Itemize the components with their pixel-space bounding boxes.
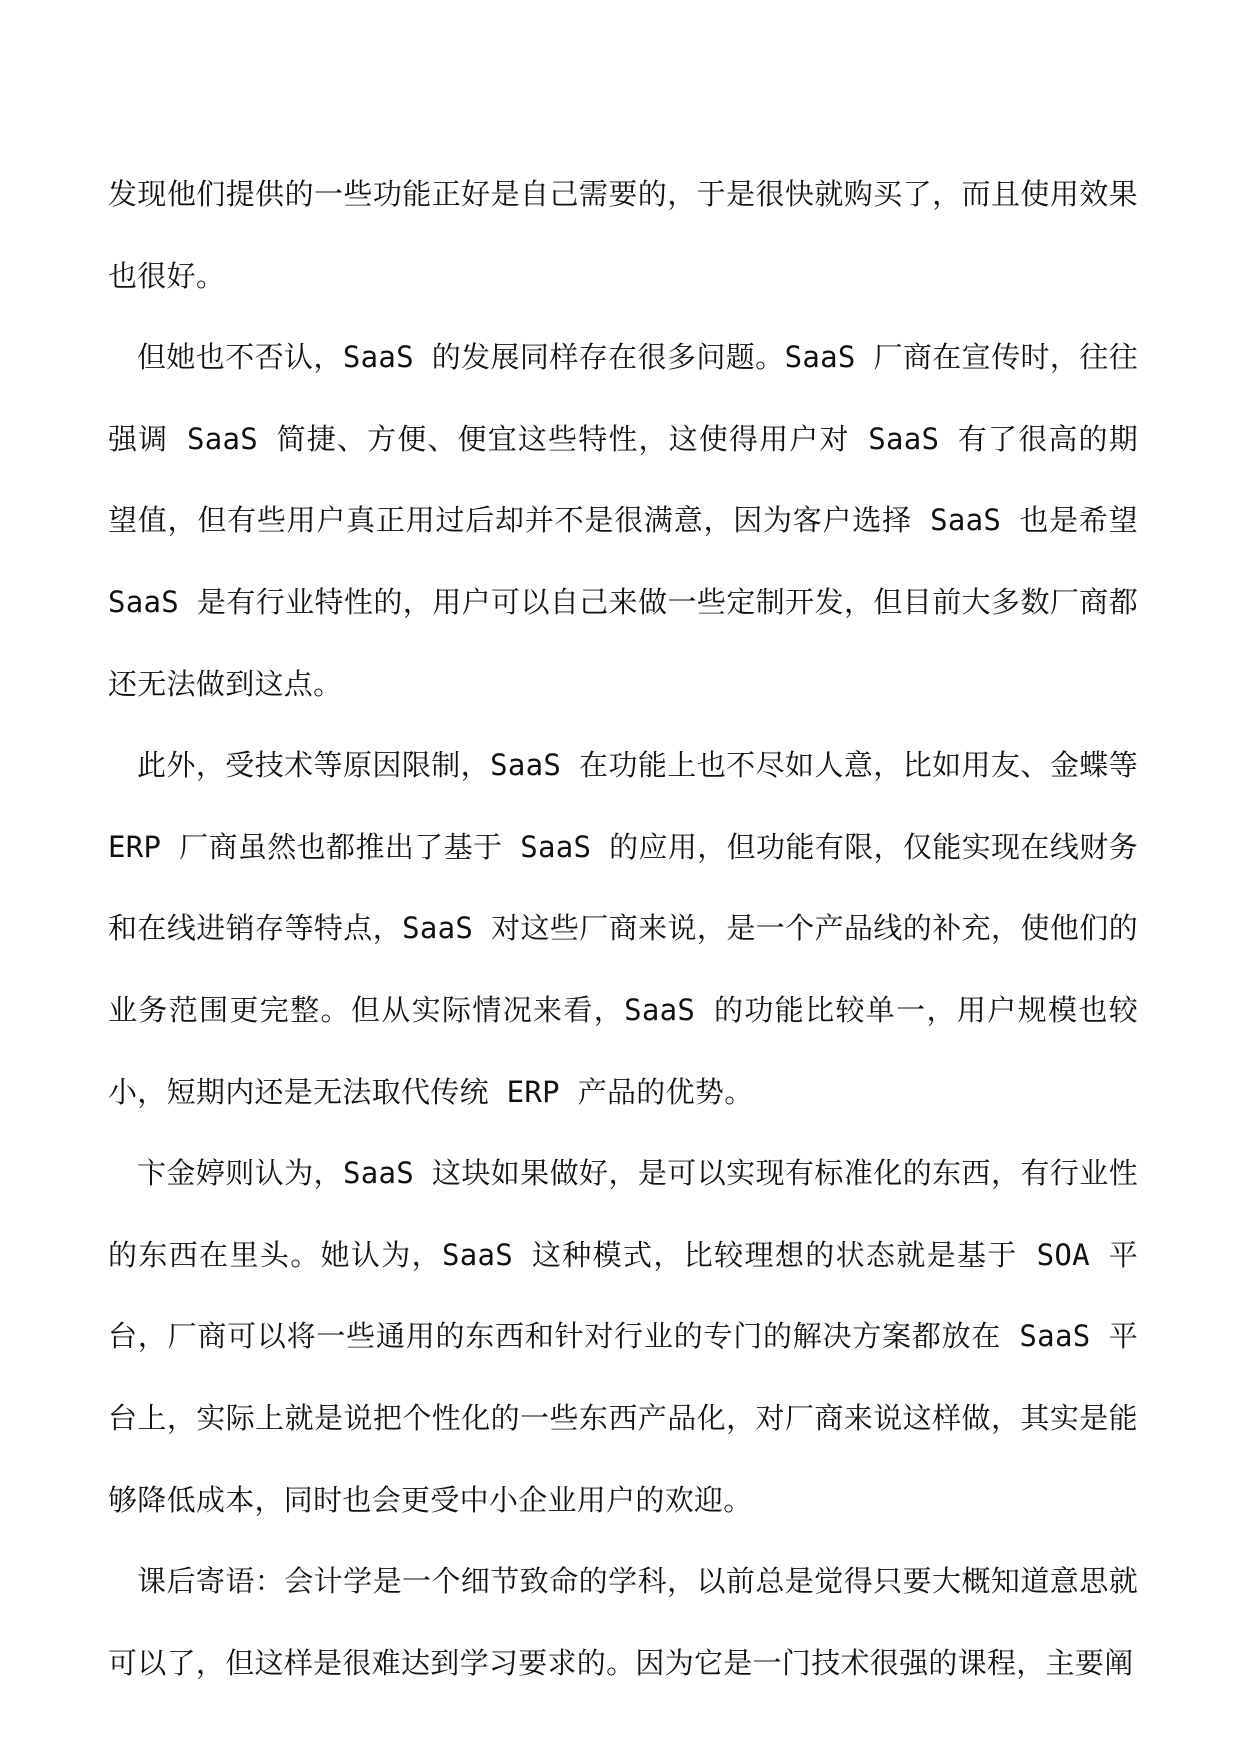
paragraph-saas-problems: 但她也不否认，SaaS 的发展同样存在很多问题。SaaS 厂商在宣传时，往往强调 SaaS 简捷、方便、便宜这些特性，这使得用户对 SaaS 有了很高的期望值，但有些用户真正用过后却并不是很满意，因为客户选择 SaaS 也是希望 SaaS 是有行业特性的，用户可以自己来做一些定制开发，但目前大多数厂商都还无法做到这点。 xyxy=(108,340,1138,701)
paragraph-bian-jinting-view: 卞金婷则认为，SaaS 这块如果做好，是可以实现有标准化的东西，有行业性的东西在里头。她认为，SaaS 这种模式，比较理想的状态就是基于 SOA 平台，厂商可以将一些通用的东西和针对行业的专门的解决方案都放在 SaaS 平台上，实际上就是说把个性化的一些东西产品化，对厂商来说这样做，其实是能够降低成本，同时也会更受中小企业用户的欢迎。 xyxy=(108,1156,1138,1517)
paragraph-continuation: 发现他们提供的一些功能正好是自己需要的，于是很快就购买了，而且使用效果也很好。 xyxy=(108,177,1138,293)
paragraph-technical-limits: 此外，受技术等原因限制，SaaS 在功能上也不尽如人意，比如用友、金蝶等 ERP 厂商虽然也都推出了基于 SaaS 的应用，但功能有限，仅能实现在线财务和在线进销存等特点，SaaS 对这些厂商来说，是一个产品线的补充，使他们的业务范围更完整。但从实际情况来看，SaaS 的功能比较单一，用户规模也较小，短期内还是无法取代传统 ERP 产品的优势。 xyxy=(108,748,1138,1109)
paragraph-afterword: 课后寄语：会计学是一个细节致命的学科，以前总是觉得只要大概知道意思就可以了，但这样是很难达到学习要求的。因为它是一门技术很强的课程，主要阐 xyxy=(108,1564,1138,1680)
document-body xyxy=(108,154,1138,1704)
